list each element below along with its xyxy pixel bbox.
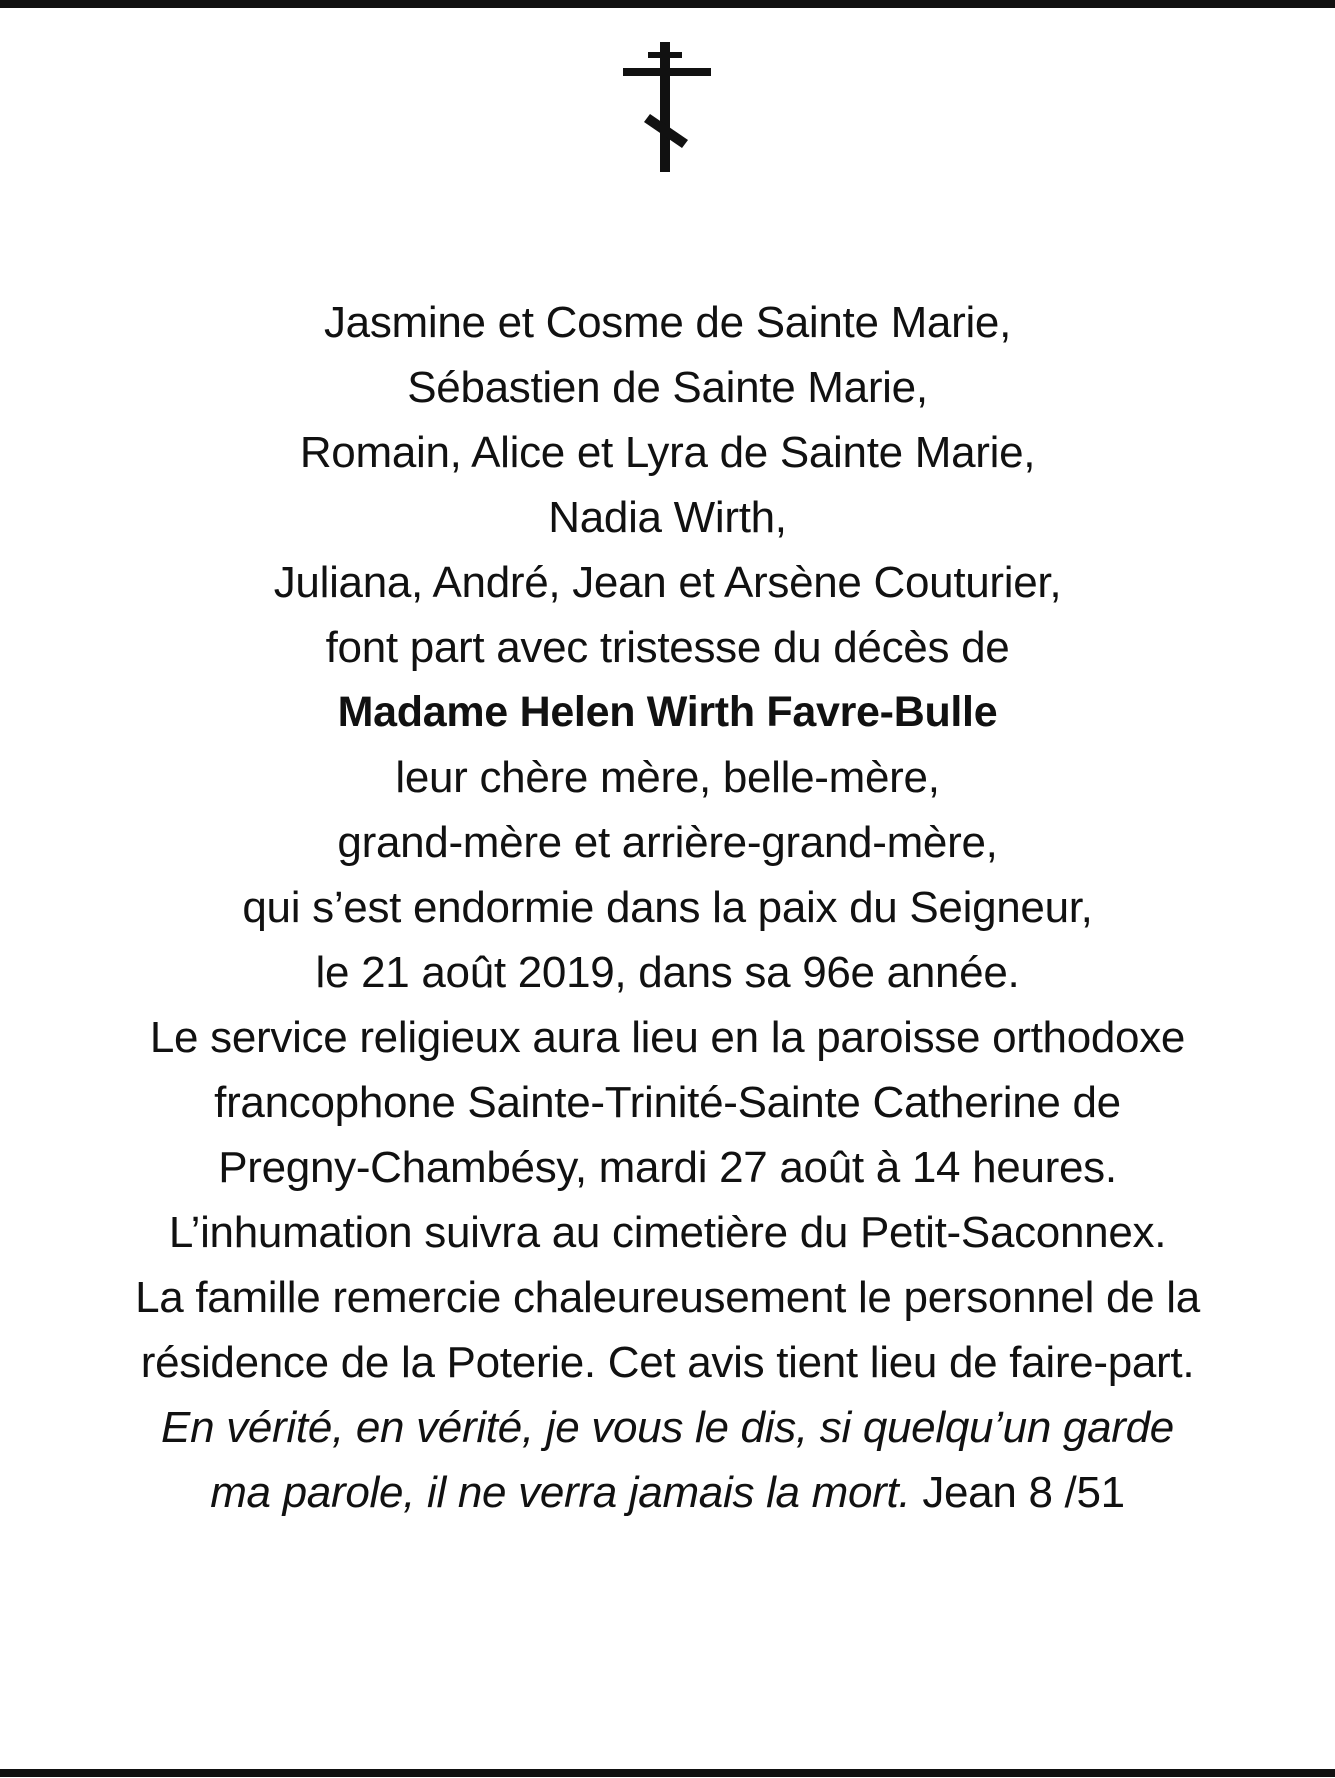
service-line: Pregny-Chambésy, mardi 27 août à 14 heures.	[218, 1143, 1117, 1192]
relation-line: grand-mère et arrière-grand-mère,	[337, 818, 998, 867]
thanks-line: résidence de la Poterie. Cet avis tient lieu de faire-part.	[140, 1338, 1195, 1387]
verse-reference: Jean 8 /51	[922, 1468, 1125, 1517]
burial-line: L’inhumation suivra au cimetière du Petit-Saconnex.	[168, 1208, 1167, 1257]
family-line: Sébastien de Sainte Marie,	[407, 363, 928, 412]
verse-line: ma parole, il ne verra jamais la mort.	[210, 1468, 911, 1517]
obituary-notice	[0, 290, 1335, 1525]
family-line: Romain, Alice et Lyra de Sainte Marie,	[299, 428, 1036, 477]
deceased-name: Madame Helen Wirth Favre-Bulle	[337, 688, 998, 736]
family-line: Jasmine et Cosme de Sainte Marie,	[323, 298, 1012, 347]
date-line: le 21 août 2019, dans sa 96e année.	[315, 948, 1020, 997]
family-line: Juliana, André, Jean et Arsène Couturier,	[273, 558, 1062, 607]
relation-line: leur chère mère, belle-mère,	[395, 753, 940, 802]
bottom-border-rule	[0, 1769, 1335, 1777]
relation-line: qui s’est endormie dans la paix du Seigneur,	[242, 883, 1093, 932]
verse-line: En vérité, en vérité, je vous le dis, si quelqu’un garde	[161, 1403, 1174, 1452]
thanks-line: La famille remercie chaleureusement le personnel de la	[135, 1273, 1200, 1322]
service-line: francophone Sainte-Trinité-Sainte Catherine de	[214, 1078, 1121, 1127]
verse-closing-line	[0, 1460, 1335, 1525]
orthodox-cross-icon	[620, 42, 714, 172]
top-border-rule	[0, 0, 1335, 8]
family-line: Nadia Wirth,	[548, 493, 787, 542]
service-line: Le service religieux aura lieu en la paroisse orthodoxe	[149, 1013, 1186, 1062]
announcement-line: font part avec tristesse du décès de	[325, 623, 1010, 672]
